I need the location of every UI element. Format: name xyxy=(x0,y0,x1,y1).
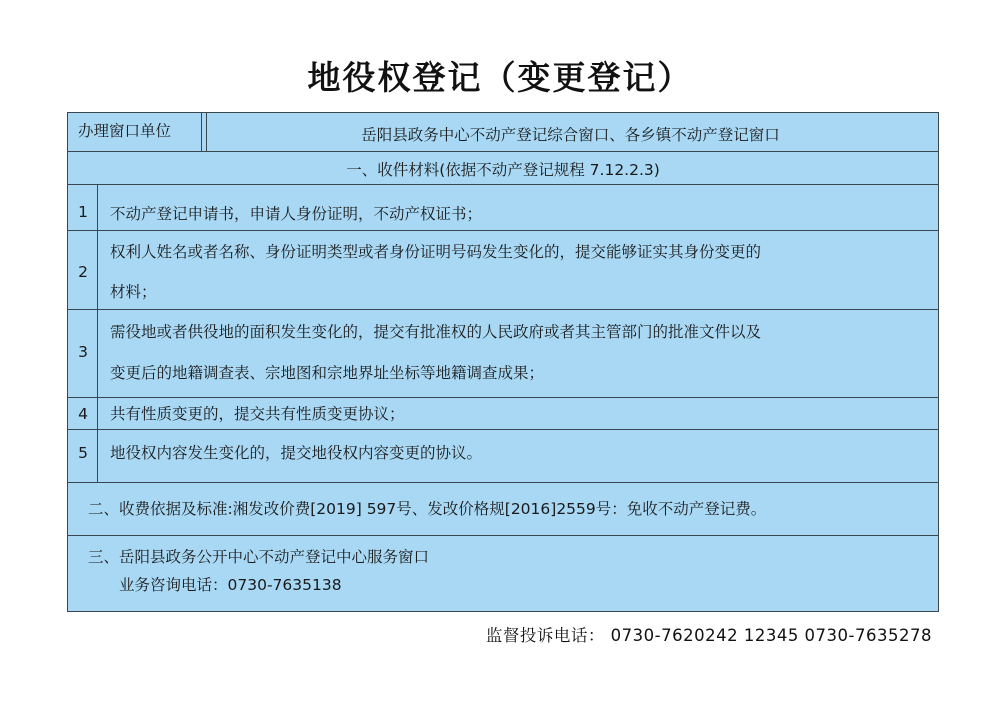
section1-heading: 一、收件材料(依据不动产登记规程 7.12.2.3) xyxy=(346,161,660,179)
divider xyxy=(68,482,938,483)
item-number: 2 xyxy=(78,263,88,281)
divider xyxy=(68,184,938,185)
divider xyxy=(68,230,938,231)
office-label: 办理窗口单位 xyxy=(78,122,172,140)
item-text: 变更后的地籍调查表、宗地图和宗地界址坐标等地籍调查成果； xyxy=(110,364,545,382)
divider xyxy=(68,397,938,398)
service-window-heading: 三、岳阳县政务公开中心不动产登记中心服务窗口 xyxy=(88,548,430,566)
item-text: 权利人姓名或者名称、身份证明类型或者身份证明号码发生变化的，提交能够证实其身份变更的 xyxy=(110,243,762,261)
page-title: 地役权登记（变更登记） xyxy=(307,58,693,97)
item-number: 1 xyxy=(78,203,88,221)
divider xyxy=(68,151,938,152)
divider xyxy=(68,429,938,430)
item-text: 不动产登记申请书，申请人身份证明，不动产权证书； xyxy=(110,205,483,223)
divider xyxy=(68,309,938,310)
item-text: 地役权内容发生变化的，提交地役权内容变更的协议。 xyxy=(110,444,483,462)
item-text: 需役地或者供役地的面积发生变化的，提交有批准权的人民政府或者其主管部门的批准文件以及 xyxy=(110,323,762,341)
divider xyxy=(68,535,938,536)
fee-statement: 二、收费依据及标准:湘发改价费[2019] 597号、发改价格规[2016]2559号：免收不动产登记费。 xyxy=(88,500,767,518)
info-table xyxy=(67,112,939,612)
consult-phone: 业务咨询电话：0730-7635138 xyxy=(119,576,342,594)
divider xyxy=(97,184,98,483)
item-number: 3 xyxy=(78,343,88,361)
item-number: 4 xyxy=(78,405,88,423)
complaint-phone: 监督投诉电话： 0730-7620242 12345 0730-7635278 xyxy=(485,626,932,645)
item-number: 5 xyxy=(78,444,88,462)
item-text: 共有性质变更的，提交共有性质变更协议； xyxy=(110,405,405,423)
item-text: 材料； xyxy=(110,283,157,301)
office-value: 岳阳县政务中心不动产登记综合窗口、各乡镇不动产登记窗口 xyxy=(361,126,780,144)
divider xyxy=(201,113,202,152)
divider xyxy=(206,113,207,152)
